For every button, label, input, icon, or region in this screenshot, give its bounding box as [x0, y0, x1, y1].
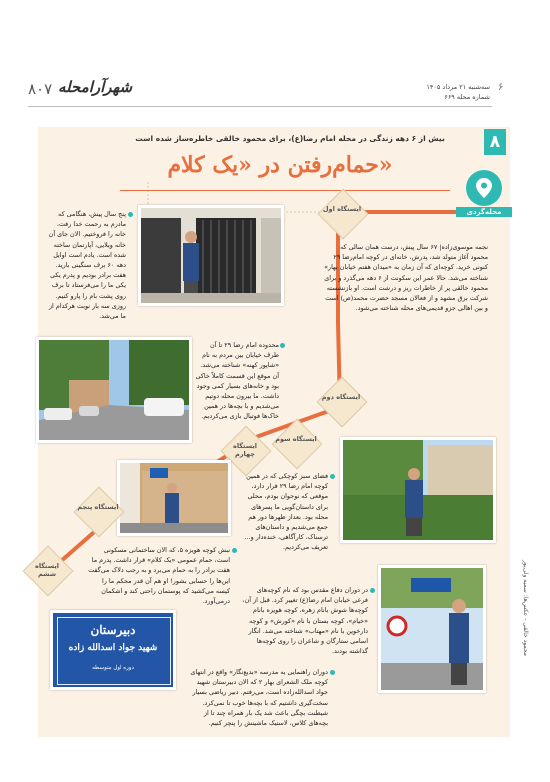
station-5-label: ایستگاه پنجم	[77, 503, 119, 511]
station-4-label: ایستگاه چهارم	[233, 442, 257, 458]
station-3-text: فضای سبز کوچکی که در همین کوچه امام رضا ۲۹ قرار دارد، موقعی که نوجوان بودم، محلی برای داستان‌گویی ما پسرهای محله بود. بعداز ظهرها دور هم جمع می‌شدیم و داستان‌های ترسناک، کارآگاهی، خنده‌دار و... تعریف می‌کردیم.	[244, 472, 328, 552]
photo-credit: محمود خالقی - عکس‌ها: سمیه ولی‌پور	[522, 560, 529, 656]
issue-number: ۸۰۷	[28, 80, 53, 98]
title-divider	[120, 190, 450, 191]
station-6-label: ایستگاه ششم	[35, 562, 59, 578]
bullet-dot	[280, 343, 285, 348]
school-sign-line2: شهید جواد اسدالله زاده	[68, 643, 158, 653]
bullet-dot	[232, 548, 237, 553]
station-4-text: نبش کوچه هویزه ۵، که الان ساختمانی مسکونی است، حمام عمومی «یک کلام» قرار داشت. پدرم ما هفت برادر را به حمام می‌برد و به رجب دلاک می‌گفت این‌ها را حسابی بشور! او هم آن قدر محکم ما را کیسه می‌کشید که پوستمان راحتی کند و اشکمان درمی‌آورد.	[88, 546, 230, 606]
street-sign-photo	[378, 565, 486, 693]
page-number: ۶	[498, 82, 504, 93]
station-2-text: محدوده امام رضا ۲۹ تا آن طرف خیابان بین مردم به نام «شاپور کهنه» شناخته می‌شد. آن موقع این قسمت کاملاً خاکی بود و خانه‌های بسیار کمی وجود داشت. ما بیرون محله دوتیم می‌شدیم و با بچه‌ها در همین خاک‌ها فوتبال بازی می‌کردیم.	[195, 341, 279, 421]
building-entrance-photo	[138, 205, 284, 306]
school-sign-line3: دوره اول متوسطه	[92, 665, 134, 671]
station-6-text: دوران راهنمایی به مدرسه «بدیع‌نگار» واقع در انتهای کوچه ملک الشعرای بهار ۲ که الان دبیرستان شهید جواد اسدالله‌زاده است، می‌رفتم. دبیر ریاضی بسیار سخت‌گیری داشتیم که با بچه‌ها خوب تا نمی‌کرد. شیطنت بچگی باعث شد یک بار همراه چند تا از بچه‌های کلاس، لاستیک ماشینش را پنچر کنیم.	[190, 668, 328, 728]
station-3-label: ایستگاه سوم	[275, 435, 317, 443]
school-sign-photo	[50, 610, 176, 690]
green-space-photo	[340, 437, 496, 543]
street-photo	[36, 337, 192, 443]
section-number-badge: ۸	[484, 129, 506, 155]
station-1-label: ایستگاه اول	[322, 205, 362, 213]
headline: حمام‌رفتن در «یک کلام»	[167, 152, 393, 178]
magazine-logo: شهرآرامحله	[58, 78, 133, 96]
location-pin-icon	[466, 170, 502, 206]
region-line: شماره محله ۶۶۹	[444, 93, 490, 101]
school-sign-line1: دبیرستان	[90, 623, 136, 637]
station-5-text: در دوران دفاع مقدس بود که نام کوچه‌های فرعی خیابان امام رضا(ع) تغییر کرد. قبل از آن، کوچه‌ها شوش بانام زهره، کوچه هویزه بانام «خیام»، کوچه بستان با نام «کورش» و کوچه دارخوین با نام «مهتاب» شناخته می‌شد. انگار اسامی ستارگان و شاعران را روی کوچه‌ها گذاشته بودند.	[242, 586, 368, 656]
section-label: محله‌گردی	[456, 207, 512, 217]
station-2-label: ایستگاه دوم	[321, 393, 361, 401]
lead-paragraph: نجمه موسوی‌زاده| ۶۷ سال پیش، درست همان سالی که محمود آغاز متولد شد، پدرش، خانه‌ای در کوچه امام‌رضا ۲۹ کنونی خرید. کوچه‌ای که آن زمان به «میدان هفتم خیابان بهار» شناخته می‌شد. حالا عمر این سکونت از ۶ دهه می‌گذرد و برای محمود خالقی پر از خاطرات ریز و درشت است. او بازنشسته شرکت برق مشهد و از فعالان مسجد حضرت محمد(ص) است و بین اهالی جزو قدیمی‌های محله شناخته می‌شود.	[324, 243, 488, 313]
station-1-text: پنج سال پیش، هنگامی که مادرم به رحمت خدا رفت، خانه را فروختیم. الان جای آن خانه ویلایی، آپارتمان ساخته شده است. یادم است اوایل دهه ۶۰ برف سنگینی بارید. هفت برادر بودیم و پدرم یکی یکی ما را می‌فرستاد تا برف روی پشت بام را پارو کنیم. روزی سه بار نوبت هرکدام از ما می‌شد.	[48, 210, 126, 321]
bullet-dot	[128, 212, 133, 217]
date-line: سه‌شنبه ۲۱ مرداد ۱۴۰۵	[426, 83, 490, 91]
bath-house-corner-photo	[117, 460, 231, 536]
kicker: بیش از ۶ دهه زندگی در محله امام رضا(ع)، برای محمود خالقی خاطره‌ساز شده است	[135, 134, 445, 143]
header-rule	[28, 106, 492, 107]
bullet-dot	[330, 474, 335, 479]
bullet-dot	[330, 670, 335, 675]
bullet-dot	[370, 588, 375, 593]
